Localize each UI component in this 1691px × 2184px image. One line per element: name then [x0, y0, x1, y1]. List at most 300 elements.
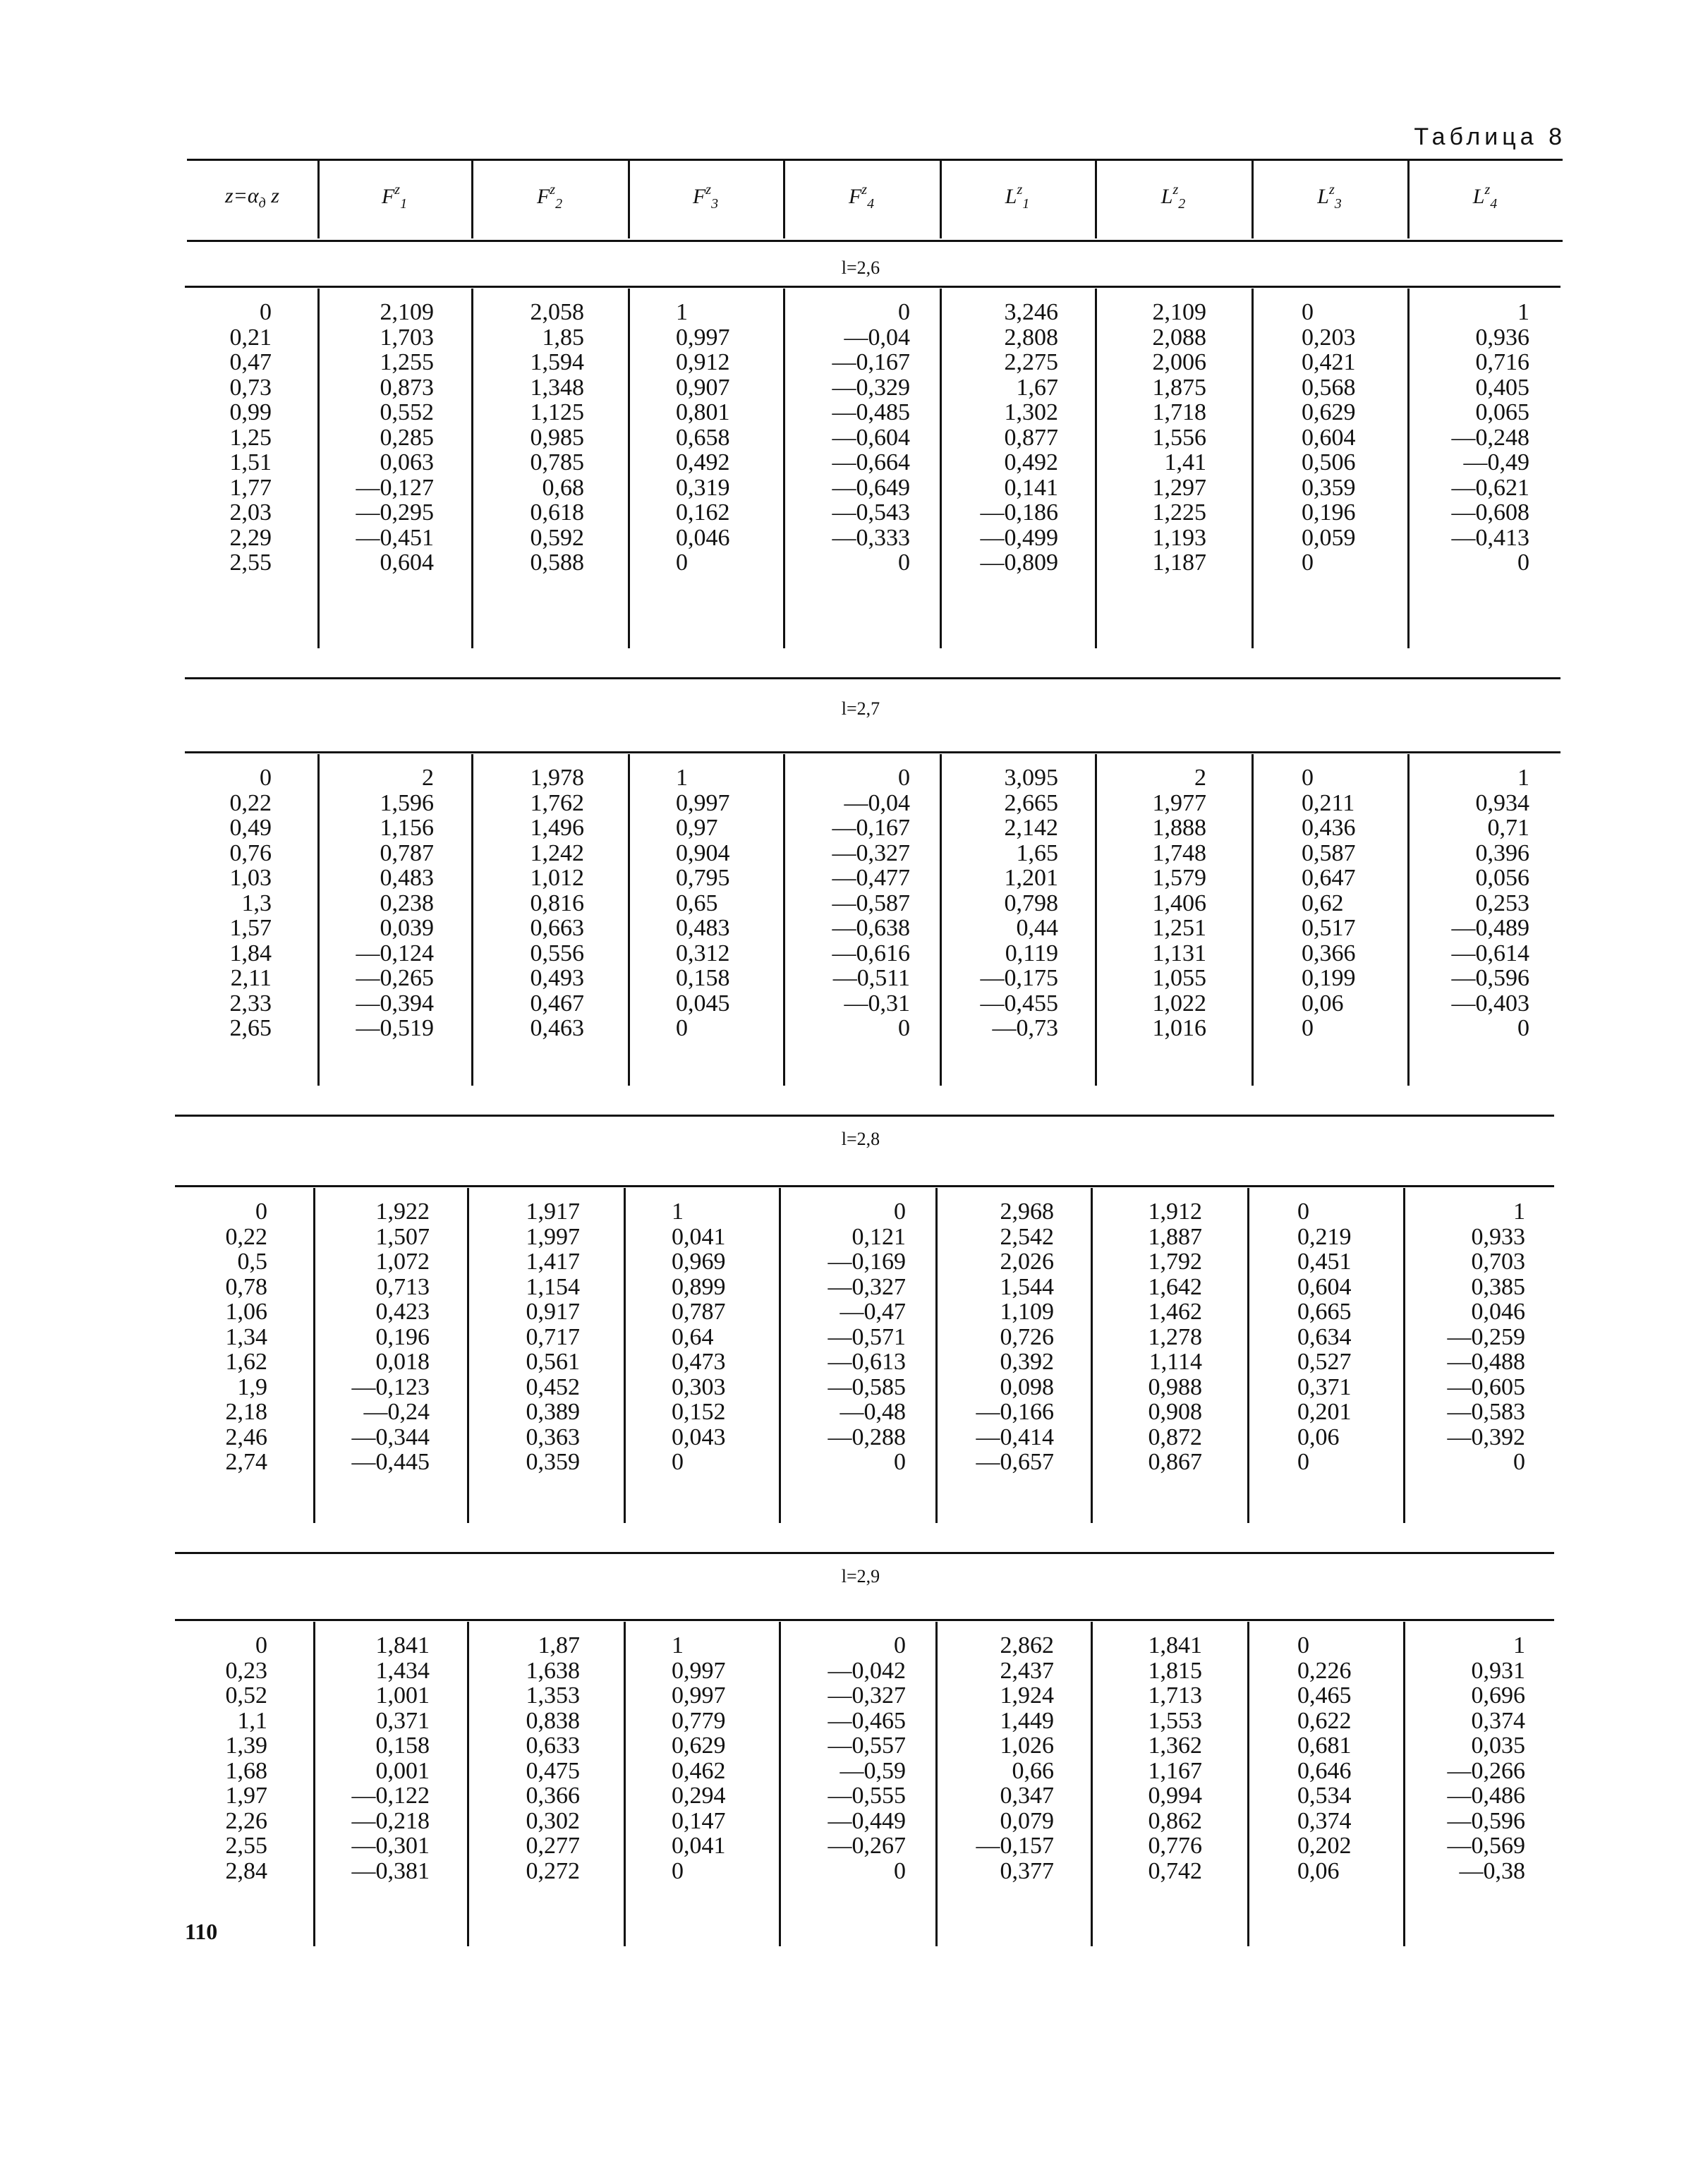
table-cell: 2,542 [1000, 1223, 1054, 1250]
table-cell: 0,162 [676, 499, 730, 526]
column-divider [779, 1188, 781, 1523]
table-cell: 0,587 [1302, 839, 1356, 866]
table-cell: 0,483 [380, 865, 434, 891]
section-body-rule [185, 751, 1560, 753]
column-F3-values [676, 765, 782, 1041]
table-cell: —0,614 [1451, 940, 1529, 966]
table-cell: 1,03 [229, 865, 272, 891]
table-cell: 0,904 [676, 839, 730, 866]
table-cell: —0,267 [828, 1833, 906, 1859]
table-cell: 1,434 [375, 1657, 430, 1684]
column-z-values [198, 300, 272, 576]
table-cell: 1,917 [526, 1199, 580, 1225]
column-divider [1407, 289, 1410, 648]
table-cell: 0 [1297, 1449, 1309, 1475]
table-cell: 0,713 [375, 1273, 430, 1300]
table-cell: 0,997 [672, 1657, 726, 1684]
table-cell: 2,11 [230, 965, 272, 991]
table-cell: —0,583 [1447, 1399, 1525, 1425]
column-F1-values [317, 300, 434, 576]
table-cell: 1,977 [1152, 789, 1206, 816]
table-cell: 0,798 [1004, 890, 1058, 916]
table-cell: 0,552 [380, 399, 434, 425]
column-divider [1407, 754, 1410, 1086]
column-L2-values [1096, 1199, 1202, 1475]
table-cell: 0,312 [676, 940, 730, 966]
table-cell: 1,84 [229, 940, 272, 966]
table-cell: 0,492 [676, 449, 730, 475]
column-L2-values [1101, 300, 1206, 576]
table-cell: 1,25 [229, 424, 272, 451]
table-cell: 1,348 [530, 374, 584, 401]
table-cell: 0 [676, 1015, 688, 1041]
table-cell: —0,167 [832, 349, 910, 375]
column-F4-values [793, 1199, 906, 1475]
table-cell: 0 [255, 1632, 267, 1658]
table-cell: 0,907 [676, 374, 730, 401]
table-cell: 0 [1302, 1015, 1314, 1041]
table-cell: 1,201 [1004, 865, 1058, 891]
table-cell: 1,362 [1148, 1733, 1202, 1759]
table-cell: 0,622 [1297, 1707, 1352, 1734]
table-cell: 1,579 [1152, 865, 1206, 891]
table-cell: 1,68 [225, 1757, 267, 1784]
table-cell: —0,616 [832, 940, 910, 966]
table-cell: 0,68 [542, 474, 584, 501]
table-cell: 0,059 [1302, 524, 1356, 551]
table-cell: —0,38 [1459, 1857, 1525, 1884]
table-cell: —0,809 [980, 550, 1058, 576]
table-cell: 2,862 [1000, 1632, 1054, 1658]
table-cell: —0,04 [844, 789, 910, 816]
table-cell: 2 [1194, 765, 1206, 791]
table-cell: 2,03 [229, 499, 272, 526]
table-cell: —0,613 [828, 1349, 906, 1375]
table-cell: 1,841 [375, 1632, 430, 1658]
table-cell: 0,658 [676, 424, 730, 451]
table-cell: —0,47 [840, 1299, 906, 1325]
table-cell: 2 [422, 765, 434, 791]
table-cell: —0,186 [980, 499, 1058, 526]
table-cell: 0,377 [1000, 1857, 1054, 1884]
table-cell: 0,196 [375, 1323, 430, 1350]
table-cell: 0 [1302, 550, 1314, 576]
table-cell: 0,936 [1475, 324, 1529, 351]
table-cell: 0,158 [375, 1733, 430, 1759]
table-cell: —0,569 [1447, 1833, 1525, 1859]
table-cell: 1,072 [375, 1249, 430, 1275]
column-L2-values [1096, 1633, 1202, 1883]
table-cell: —0,604 [832, 424, 910, 451]
column-divider [1251, 754, 1254, 1086]
table-cell: 0,71 [1487, 815, 1529, 841]
column-divider [1091, 1622, 1093, 1946]
table-cell: 2,29 [229, 524, 272, 551]
table-cell: 1,302 [1004, 399, 1058, 425]
table-cell: 0,065 [1475, 399, 1529, 425]
table-cell: 0,405 [1475, 374, 1529, 401]
column-divider [940, 754, 942, 1086]
table-cell: 0,912 [676, 349, 730, 375]
table-cell: —0,555 [828, 1783, 906, 1809]
table-cell: 0,717 [526, 1323, 580, 1350]
table-cell: 1,638 [526, 1657, 580, 1684]
column-divider [935, 1188, 938, 1523]
column-z-values [193, 1633, 267, 1883]
table-cell: 0,647 [1302, 865, 1356, 891]
table-cell: —0,486 [1447, 1783, 1525, 1809]
table-cell: 1,815 [1148, 1657, 1202, 1684]
table-cell: —0,489 [1451, 915, 1529, 941]
table-cell: —0,122 [351, 1783, 430, 1809]
table-cell: 1,596 [380, 789, 434, 816]
table-cell: 2,65 [229, 1015, 272, 1041]
table-cell: 1,51 [229, 449, 272, 475]
table-cell: 1,417 [526, 1249, 580, 1275]
table-cell: —0,455 [980, 990, 1058, 1017]
table-cell: 0,045 [676, 990, 730, 1017]
table-cell: —0,73 [992, 1015, 1058, 1041]
table-cell: 0 [898, 550, 910, 576]
table-cell: 0,483 [676, 915, 730, 941]
table-cell: 1,762 [530, 789, 584, 816]
table-cell: 1,792 [1148, 1249, 1202, 1275]
column-F2-values [467, 1633, 580, 1883]
table-cell: 0,997 [672, 1682, 726, 1709]
column-divider [1091, 1188, 1093, 1523]
column-L3-values [1297, 1633, 1403, 1883]
table-cell: 0,347 [1000, 1783, 1054, 1809]
table-cell: 0 [898, 299, 910, 325]
table-cell: —0,288 [828, 1424, 906, 1450]
column-F1-values [313, 1633, 430, 1883]
column-L4-values [1418, 300, 1529, 576]
column-divider [940, 289, 942, 648]
table-cell: —0,333 [832, 524, 910, 551]
table-cell: 0,634 [1297, 1323, 1352, 1350]
table-cell: 1,156 [380, 815, 434, 841]
table-cell: 0,06 [1302, 990, 1344, 1017]
table-cell: 0,302 [526, 1807, 580, 1834]
table-cell: —0,266 [1447, 1757, 1525, 1784]
table-cell: 2,026 [1000, 1249, 1054, 1275]
table-cell: 0,06 [1297, 1424, 1340, 1450]
column-L4-values [1418, 765, 1529, 1041]
table-cell: 1 [1513, 1632, 1525, 1658]
table-cell: —0,327 [828, 1273, 906, 1300]
table-cell: —0,175 [980, 965, 1058, 991]
table-cell: 0,22 [225, 1223, 267, 1250]
table-cell: 0 [1517, 1015, 1529, 1041]
table-cell: 0,001 [375, 1757, 430, 1784]
table-cell: 0,997 [676, 324, 730, 351]
column-divider [624, 1622, 626, 1946]
column-z-values [193, 1199, 267, 1475]
table-cell: 0,703 [1471, 1249, 1525, 1275]
table-cell: 0,211 [1302, 789, 1355, 816]
table-cell: 1 [1513, 1199, 1525, 1225]
table-cell: 0,389 [526, 1399, 580, 1425]
table-cell: 0,997 [676, 789, 730, 816]
table-cell: 0,202 [1297, 1833, 1352, 1859]
table-cell: 0,994 [1148, 1783, 1202, 1809]
table-cell: 0,046 [676, 524, 730, 551]
table-cell: 0,21 [229, 324, 272, 351]
table-cell: 0,152 [672, 1399, 726, 1425]
table-cell: 0 [255, 1199, 267, 1225]
table-cell: 0,196 [1302, 499, 1356, 526]
table-cell: 0 [676, 550, 688, 576]
table-cell: 0,226 [1297, 1657, 1352, 1684]
table-cell: 0 [894, 1632, 906, 1658]
table-cell: —0,265 [356, 965, 434, 991]
table-cell: —0,477 [832, 865, 910, 891]
table-cell: —0,123 [351, 1373, 430, 1400]
table-cell: 1,713 [1148, 1682, 1202, 1709]
table-cell: 0,363 [526, 1424, 580, 1450]
table-cell: 0,294 [672, 1783, 726, 1809]
table-cell: 1,62 [225, 1349, 267, 1375]
table-cell: 0,742 [1148, 1857, 1202, 1884]
column-F2-values [471, 765, 584, 1041]
table-cell: 1 [1517, 299, 1529, 325]
table-cell: 0,203 [1302, 324, 1356, 351]
table-cell: 2,437 [1000, 1657, 1054, 1684]
table-cell: 1,001 [375, 1682, 430, 1709]
table-cell: 0,838 [526, 1707, 580, 1734]
column-L2-values [1101, 765, 1206, 1041]
table-cell: 1,718 [1152, 399, 1206, 425]
table-cell: 1 [672, 1632, 684, 1658]
section-body-rule [185, 286, 1560, 288]
table-cell: 1,922 [375, 1199, 430, 1225]
table-cell: 0,063 [380, 449, 434, 475]
table-cell: 2,006 [1152, 349, 1206, 375]
table-cell: —0,218 [351, 1807, 430, 1834]
table-cell: 2,088 [1152, 324, 1206, 351]
table-cell: 1,875 [1152, 374, 1206, 401]
column-F4-values [793, 1633, 906, 1883]
header-L3: $L^z_3$ [1317, 181, 1342, 212]
table-cell: 0,147 [672, 1807, 726, 1834]
table-cell: 1,841 [1148, 1632, 1202, 1658]
table-cell: 0,97 [676, 815, 718, 841]
table-cell: 0,366 [1302, 940, 1356, 966]
section-label: l=2,8 [841, 1129, 880, 1149]
table-cell: —0,511 [832, 965, 910, 991]
table-cell: —0,49 [1463, 449, 1529, 475]
column-F3-values [672, 1633, 777, 1883]
table-cell: 0 [672, 1449, 684, 1475]
table-cell: 0,018 [375, 1349, 430, 1375]
table-cell: 0 [1297, 1199, 1309, 1225]
table-cell: —0,571 [828, 1323, 906, 1350]
table-cell: 1,109 [1000, 1299, 1054, 1325]
column-F1-values [313, 1199, 430, 1475]
table-cell: 0,556 [530, 940, 584, 966]
table-cell: 0,23 [225, 1657, 267, 1684]
table-cell: 1,022 [1152, 990, 1206, 1017]
table-cell: 0,877 [1004, 424, 1058, 451]
table-cell: 1,642 [1148, 1273, 1202, 1300]
table-cell: 0,475 [526, 1757, 580, 1784]
table-cell: 0,534 [1297, 1783, 1352, 1809]
table-cell: 0,421 [1302, 349, 1356, 375]
table-cell: —0,413 [1451, 524, 1529, 551]
table-cell: 0,696 [1471, 1682, 1525, 1709]
table-cell: 0,78 [225, 1273, 267, 1300]
table-cell: 1,055 [1152, 965, 1206, 991]
table-cell: 0,52 [225, 1682, 267, 1709]
table-cell: —0,248 [1451, 424, 1529, 451]
header-F2: $F^z_2$ [536, 181, 563, 212]
table-cell: 1,553 [1148, 1707, 1202, 1734]
table-cell: 0,931 [1471, 1657, 1525, 1684]
column-divider [783, 754, 785, 1086]
table-cell: 0,633 [526, 1733, 580, 1759]
table-cell: 1 [676, 299, 688, 325]
column-F1-values [317, 765, 434, 1041]
table-cell: —0,587 [832, 890, 910, 916]
table-cell: 0,22 [229, 789, 272, 816]
table-cell: 0,568 [1302, 374, 1356, 401]
table-cell: 2,808 [1004, 324, 1058, 351]
table-cell: 0,862 [1148, 1807, 1202, 1834]
column-L1-values [945, 765, 1058, 1041]
table-cell: 0 [1513, 1449, 1525, 1475]
column-L4-values [1414, 1199, 1525, 1475]
section-label: l=2,6 [841, 257, 880, 278]
table-cell: 0,467 [530, 990, 584, 1017]
section-top-rule [185, 677, 1560, 679]
table-cell: 0,492 [1004, 449, 1058, 475]
table-title: Таблица 8 [1414, 123, 1566, 150]
table-cell: 1,924 [1000, 1682, 1054, 1709]
header-L2: $L^z_2$ [1160, 181, 1186, 212]
table-cell: 1,748 [1152, 839, 1206, 866]
table-cell: —0,327 [832, 839, 910, 866]
table-cell: 0,787 [672, 1299, 726, 1325]
table-cell: 1,594 [530, 349, 584, 375]
table-cell: 0,043 [672, 1424, 726, 1450]
table-cell: —0,451 [356, 524, 434, 551]
table-cell: 0,969 [672, 1249, 726, 1275]
table-cell: 1,1 [237, 1707, 267, 1734]
table-cell: 1,167 [1148, 1757, 1202, 1784]
table-cell: 0,506 [1302, 449, 1356, 475]
table-cell: —0,127 [356, 474, 434, 501]
table-cell: 1,85 [542, 324, 584, 351]
table-cell: 2,18 [225, 1399, 267, 1425]
table-top-rule [187, 159, 1563, 161]
table-cell: 0 [898, 1015, 910, 1041]
table-cell: 0,385 [1471, 1273, 1525, 1300]
table-cell: 0,238 [380, 890, 434, 916]
table-cell: 0 [1302, 299, 1314, 325]
column-F4-values [797, 300, 910, 576]
table-cell: 0,873 [380, 374, 434, 401]
table-cell: 2,55 [229, 550, 272, 576]
table-cell: 0,199 [1302, 965, 1356, 991]
table-cell: 1,016 [1152, 1015, 1206, 1041]
table-cell: 1,57 [229, 915, 272, 941]
table-cell: 1,251 [1152, 915, 1206, 941]
table-cell: 1,462 [1148, 1299, 1202, 1325]
table-cell: 0,201 [1297, 1399, 1352, 1425]
table-cell: 0,716 [1475, 349, 1529, 375]
table-cell: 0,588 [530, 550, 584, 576]
table-cell: 1 [676, 765, 688, 791]
table-cell: —0,31 [844, 990, 910, 1017]
table-cell: 0,872 [1148, 1424, 1202, 1450]
table-cell: 0,933 [1471, 1223, 1525, 1250]
table-cell: 1,154 [526, 1273, 580, 1300]
table-cell: 0,119 [1005, 940, 1058, 966]
column-L4-values [1414, 1633, 1525, 1883]
table-cell: 0,319 [676, 474, 730, 501]
header-z: $z=\alpha_д$ z [225, 183, 279, 211]
table-cell: 0,663 [530, 915, 584, 941]
table-cell: 1,67 [1016, 374, 1058, 401]
section-label: l=2,9 [841, 1566, 880, 1587]
table-cell: 1,193 [1152, 524, 1206, 551]
column-F3-values [676, 300, 782, 576]
table-cell: —0,169 [828, 1249, 906, 1275]
table-cell: 0,374 [1297, 1807, 1352, 1834]
column-F2-values [467, 1199, 580, 1475]
table-cell: 0,039 [380, 915, 434, 941]
table-cell: 1,131 [1152, 940, 1206, 966]
table-cell: 0 [898, 765, 910, 791]
table-cell: 0,374 [1471, 1707, 1525, 1734]
table-cell: —0,449 [828, 1807, 906, 1834]
column-divider [1247, 1622, 1249, 1946]
table-cell: 0 [260, 765, 272, 791]
table-cell: —0,329 [832, 374, 910, 401]
table-cell: 0,618 [530, 499, 584, 526]
table-cell: —0,381 [351, 1857, 430, 1884]
table-cell: 0,917 [526, 1299, 580, 1325]
table-cell: 0,465 [1297, 1682, 1352, 1709]
table-cell: —0,585 [828, 1373, 906, 1400]
table-cell: —0,657 [976, 1449, 1054, 1475]
table-cell: 0,985 [530, 424, 584, 451]
table-cell: —0,543 [832, 499, 910, 526]
table-cell: 0,867 [1148, 1449, 1202, 1475]
table-cell: 2,33 [229, 990, 272, 1017]
column-divider [628, 289, 630, 648]
table-cell: 2,968 [1000, 1199, 1054, 1225]
table-cell: 0,681 [1297, 1733, 1352, 1759]
table-cell: —0,649 [832, 474, 910, 501]
table-cell: 0,899 [672, 1273, 726, 1300]
table-cell: 1,997 [526, 1223, 580, 1250]
table-cell: 0,816 [530, 890, 584, 916]
table-cell: 0,49 [229, 815, 272, 841]
header-bottom-rule [187, 240, 1563, 242]
section-body-rule [175, 1619, 1554, 1621]
table-cell: 0,423 [375, 1299, 430, 1325]
table-cell: 1,225 [1152, 499, 1206, 526]
table-cell: 0,046 [1471, 1299, 1525, 1325]
column-divider [783, 289, 785, 648]
table-cell: 1,012 [530, 865, 584, 891]
table-cell: 2,74 [225, 1449, 267, 1475]
column-divider [628, 754, 630, 1086]
table-cell: 1,887 [1148, 1223, 1202, 1250]
table-cell: 0,527 [1297, 1349, 1352, 1375]
table-cell: 0,462 [672, 1757, 726, 1784]
